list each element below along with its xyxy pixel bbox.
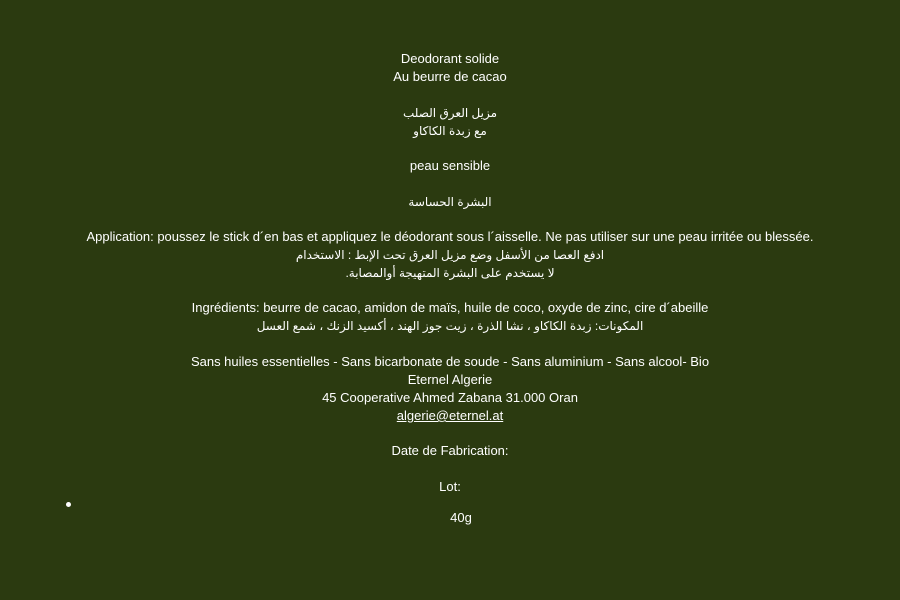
- ingredients-fr: Ingrédients: beurre de cacao, amidon de maïs, huile de coco, oxyde de zinc, cire d´abeille: [191, 300, 709, 315]
- skin-type-ar: البشرة الحساسة: [408, 195, 492, 209]
- email-link[interactable]: algerie@eternel.at: [396, 408, 504, 423]
- email-line: [0, 407, 900, 425]
- product-title-ar: مزيل العرق الصلب: [402, 106, 497, 120]
- application-instructions-ar-line1: ادفع العصا من الأسفل وضع مزيل العرق تحت الإبط : الاستخدام: [295, 248, 605, 262]
- ingredients-ar: المكونات: زبدة الكاكاو ، نشا الذرة ، زيت جوز الهند ، أكسيد الزنك ، شمع العسل: [256, 319, 644, 333]
- net-weight: 40g: [450, 510, 472, 525]
- product-subtitle-fr: Au beurre de cacao: [393, 69, 507, 84]
- lot-label: Lot:: [439, 479, 461, 494]
- brand-address: 45 Cooperative Ahmed Zabana 31.000 Oran: [322, 390, 578, 405]
- brand-name: Eternel Algerie: [407, 372, 493, 387]
- manufacture-date-label: Date de Fabrication:: [391, 443, 509, 458]
- product-subtitle-ar: مع زبدة الكاكاو: [413, 124, 487, 138]
- free-from-claims: Sans huiles essentielles - Sans bicarbonate de soude - Sans aluminium - Sans alcool- Bio: [190, 354, 710, 369]
- skin-type-fr: peau sensible: [409, 158, 491, 173]
- application-instructions-ar-line2: لا يستخدم على البشرة المتهيجة أوالمصابة.: [345, 266, 555, 280]
- application-instructions-fr: Application: poussez le stick d´en bas et appliquez le déodorant sous l´aisselle. Ne pas utiliser sur une peau irritée ou blessée.: [86, 229, 814, 244]
- product-title-fr: Deodorant solide: [400, 51, 500, 66]
